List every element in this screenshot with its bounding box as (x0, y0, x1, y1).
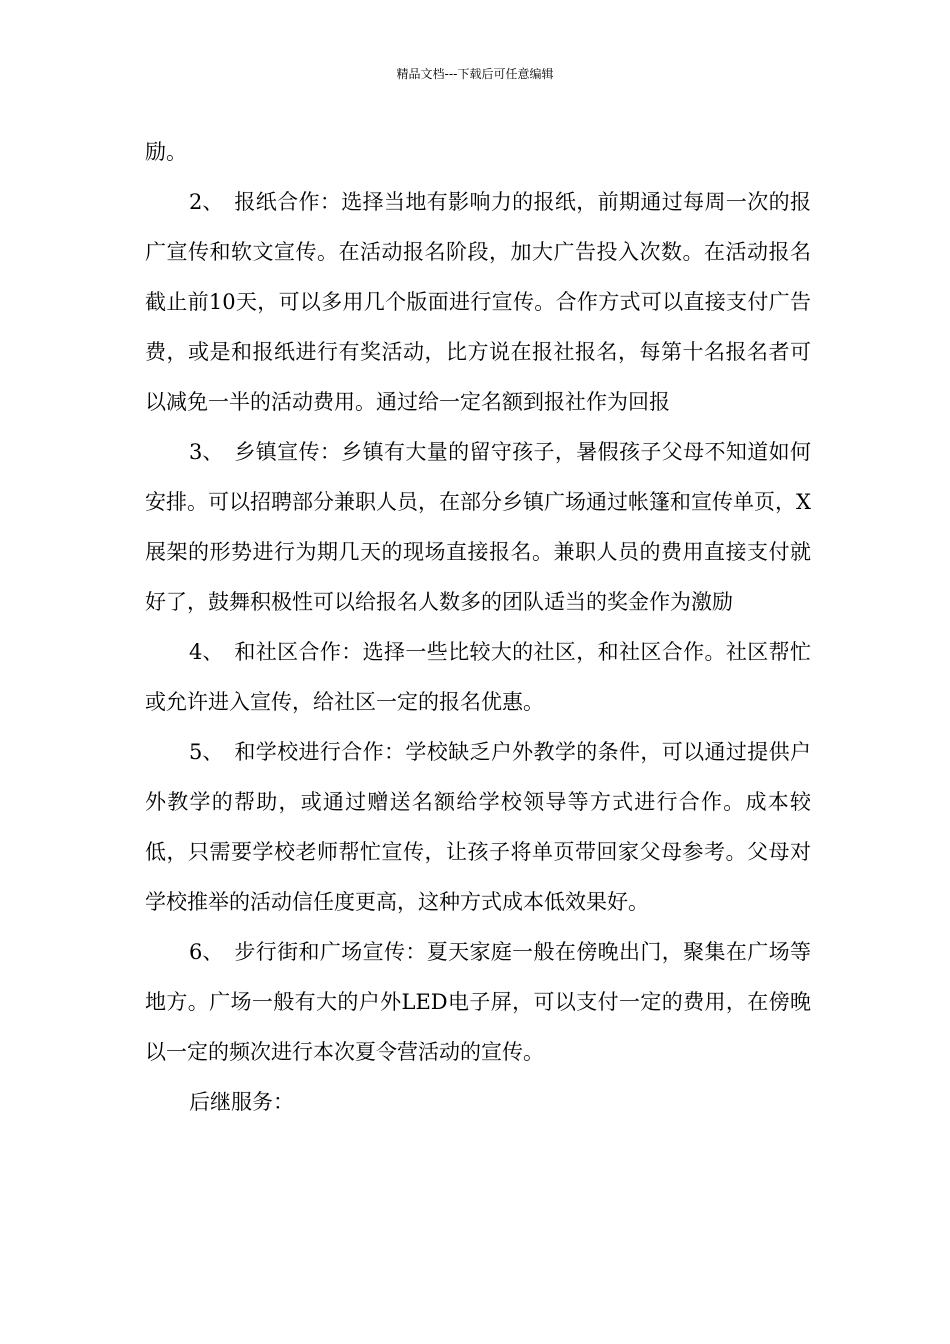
document-body (145, 127, 811, 1127)
paragraph-continuation (145, 127, 811, 177)
paragraph-text: 和学校进行合作：学校缺乏户外教学的条件，可以通过提供户外教学的帮助，或通过赠送名额给学校领导等方式进行合作。成本较低，只需要学校老师帮忙宣传，让孩子将单页带回家父母参考。父母对学校推举的活动信任度更高，这种方式成本低效果好。 (145, 740, 811, 914)
paragraph-item-6 (145, 927, 811, 1077)
paragraph-item-2 (145, 177, 811, 427)
paragraph-item-4 (145, 627, 811, 727)
paragraph-text: 乡镇宣传：乡镇有大量的留守孩子，暑假孩子父母不知道如何安排。可以招聘部分兼职人员，在部分乡镇广场通过帐篷和宣传单页，X展架的形势进行为期几天的现场直接报名。兼职人员的费用直接支付就好了，鼓舞积极性可以给报名人数多的团队适当的奖金作为激励 (145, 440, 811, 614)
section-heading-followup (145, 1077, 811, 1127)
item-number: 3、 (189, 440, 224, 464)
paragraph-text: 和社区合作：选择一些比较大的社区，和社区合作。社区帮忙或允许进入宣传，给社区一定的报名优惠。 (145, 640, 811, 714)
paragraph-item-5 (145, 727, 811, 927)
item-number: 6、 (189, 940, 224, 964)
paragraph-text: 励。 (145, 140, 187, 164)
paragraph-text: 后继服务： (189, 1090, 294, 1114)
paragraph-item-3 (145, 427, 811, 627)
item-number: 5、 (189, 740, 224, 764)
item-number: 4、 (189, 640, 224, 664)
page-header: 精品文档---下载后可任意编辑 (396, 67, 554, 81)
paragraph-text: 报纸合作：选择当地有影响力的报纸，前期通过每周一次的报广宣传和软文宣传。在活动报名阶段，加大广告投入次数。在活动报名截止前10天，可以多用几个版面进行宣传。合作方式可以直接支付广告费，或是和报纸进行有奖活动，比方说在报社报名，每第十名报名者可以减免一半的活动费用。通过给一定名额到报社作为回报 (145, 190, 811, 414)
paragraph-text: 步行街和广场宣传：夏天家庭一般在傍晚出门，聚集在广场等地方。广场一般有大的户外LED电子屏，可以支付一定的费用，在傍晚以一定的频次进行本次夏令营活动的宣传。 (145, 940, 811, 1064)
item-number: 2、 (189, 190, 224, 214)
